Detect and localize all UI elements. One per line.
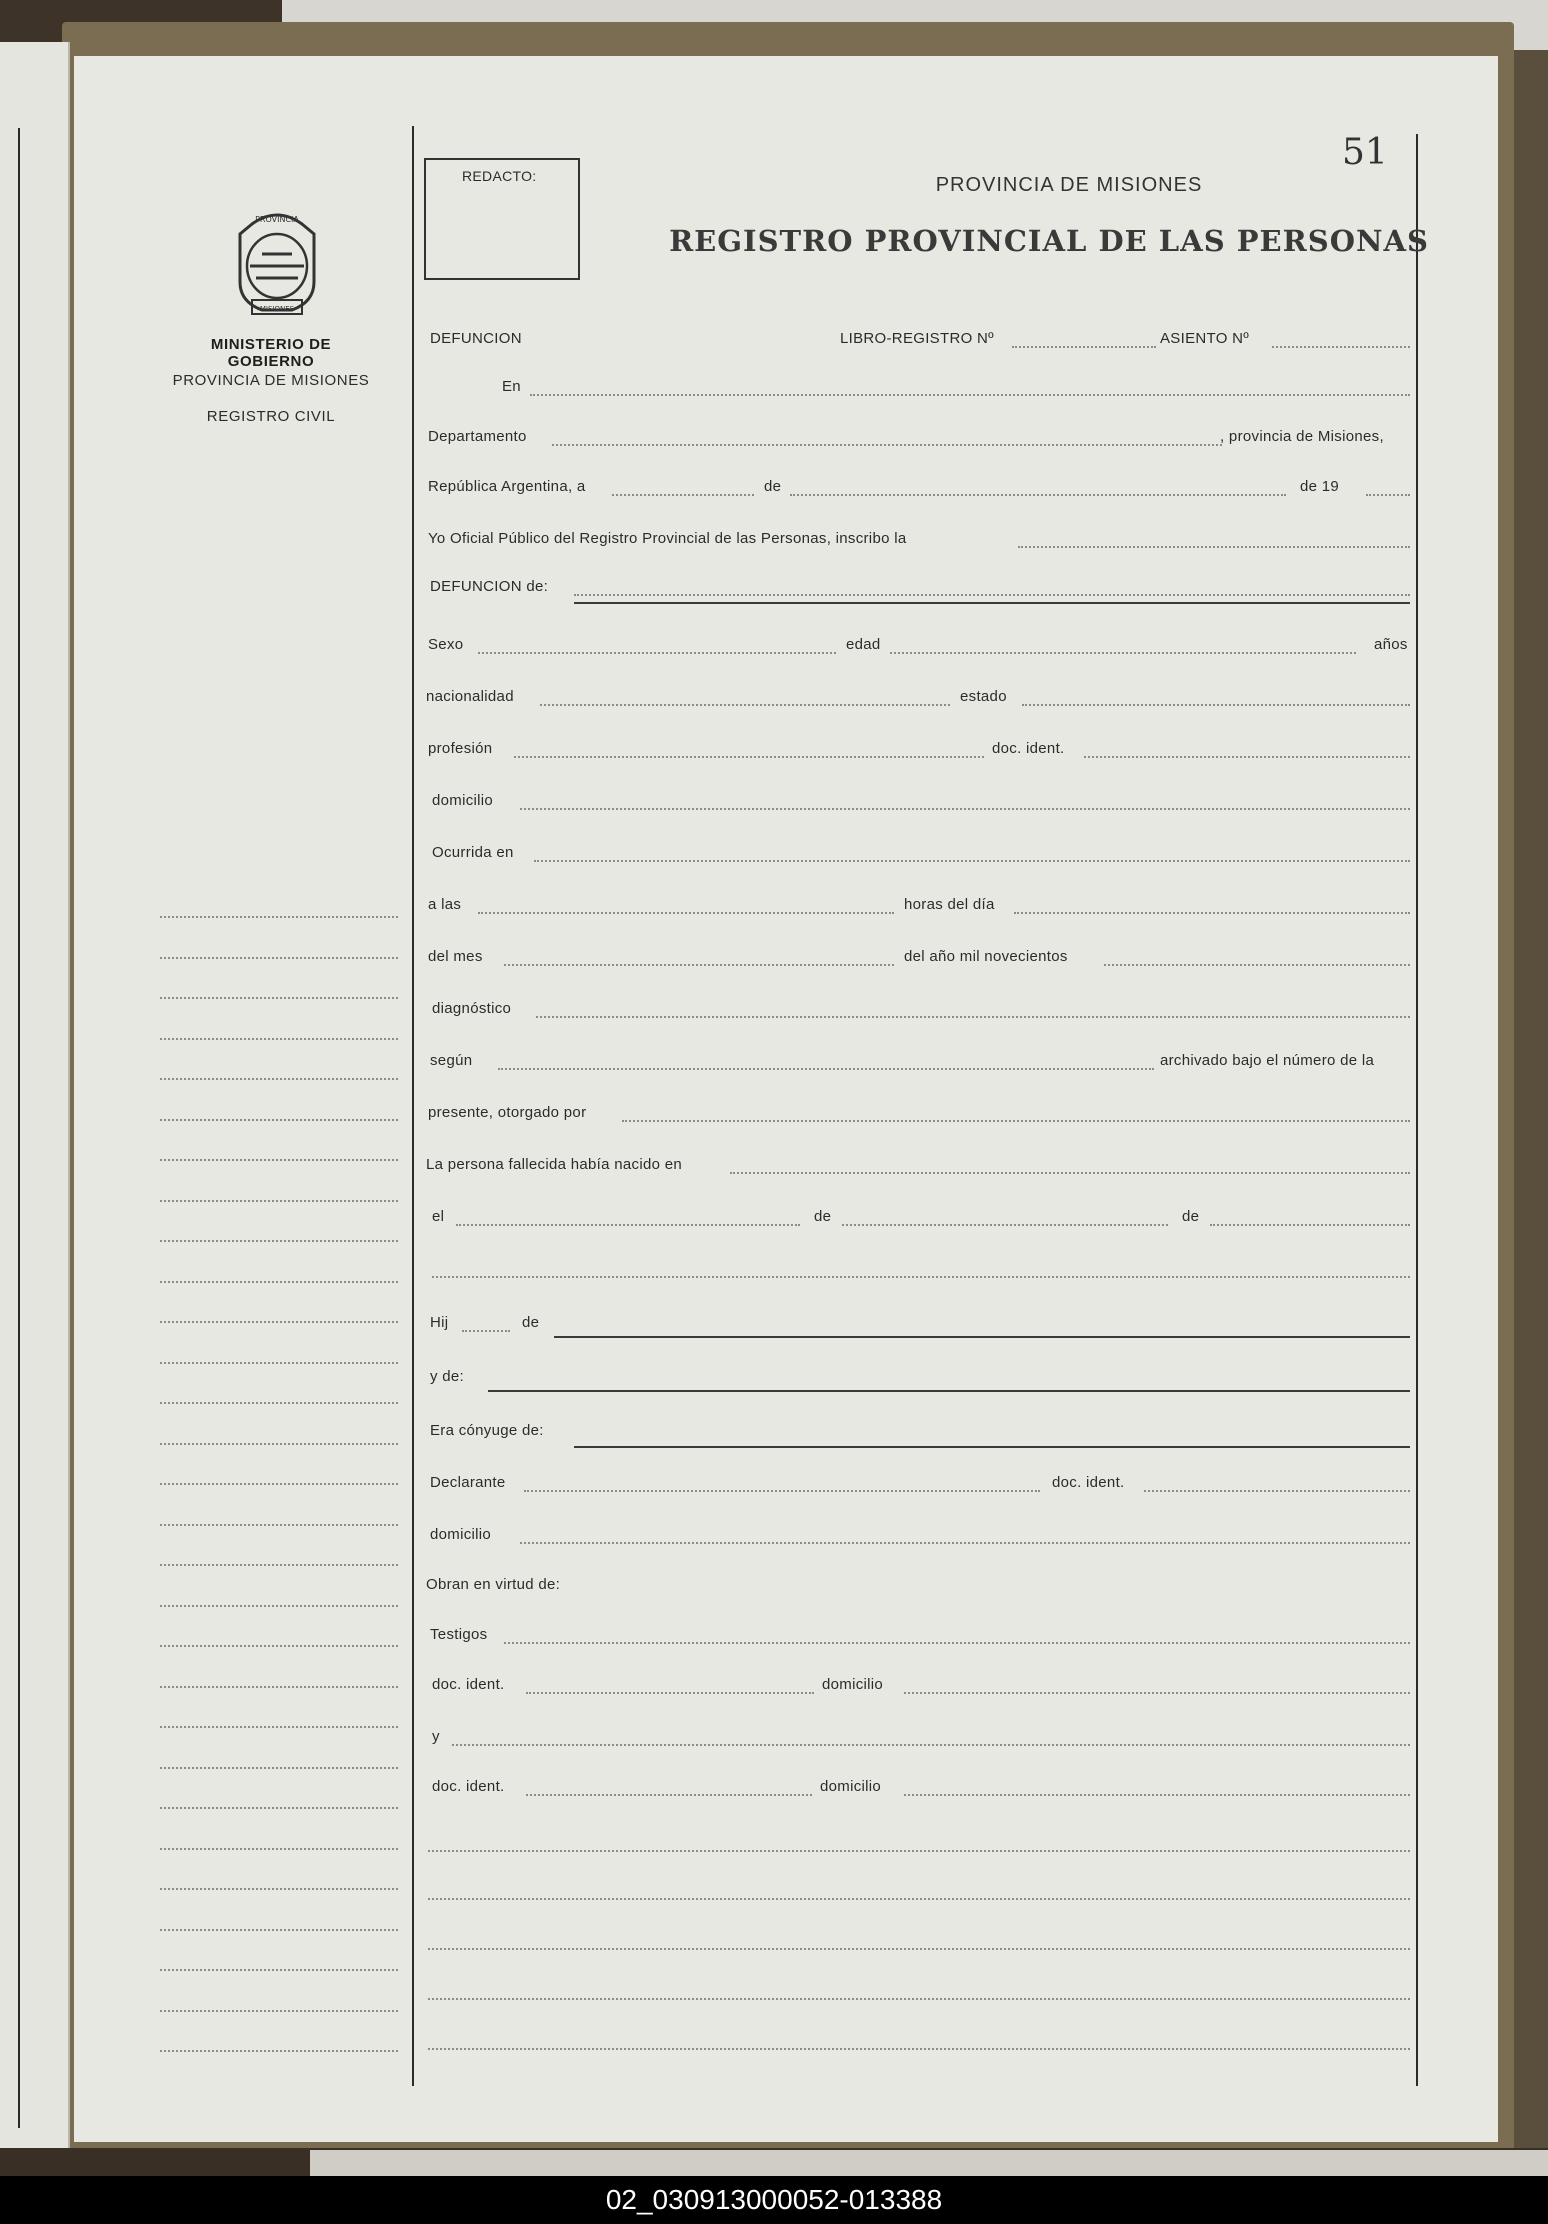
fill-in-line[interactable] (622, 1120, 1410, 1122)
form-label-nacido: La persona fallecida había nacido en (426, 1156, 682, 1173)
form-label-profesion: profesión (428, 740, 493, 757)
form-label-hij: Hij (430, 1314, 449, 1331)
margin-note-line[interactable] (160, 1888, 398, 1890)
margin-note-line[interactable] (160, 1240, 398, 1242)
fill-in-line[interactable] (1272, 346, 1410, 348)
form-label-nacionalidad: nacionalidad (426, 688, 514, 705)
form-label-provincia-de-misiones: , provincia de Misiones, (1220, 428, 1384, 445)
fill-in-line[interactable] (428, 2048, 1410, 2050)
margin-note-line[interactable] (160, 916, 398, 918)
form-label-el: el (432, 1208, 445, 1225)
form-label-libro: LIBRO-REGISTRO Nº (840, 330, 994, 347)
form-label-domicilio: domicilio (820, 1778, 882, 1795)
fill-in-line[interactable] (1022, 704, 1410, 706)
margin-note-line[interactable] (160, 1605, 398, 1607)
provincial-seal-icon (222, 204, 332, 324)
fill-in-line[interactable] (452, 1744, 1410, 1746)
form-label-y: y (432, 1728, 440, 1745)
fill-in-line[interactable] (428, 1948, 1410, 1950)
form-label-declarante: Declarante (430, 1474, 506, 1491)
fill-in-line[interactable] (520, 1542, 1410, 1544)
fill-in-line[interactable] (504, 1642, 1410, 1644)
form-label-y-de: y de: (430, 1368, 465, 1385)
margin-note-line[interactable] (160, 1200, 398, 1202)
registry-page (74, 56, 1498, 2142)
form-label-obran: Obran en virtud de: (426, 1576, 561, 1593)
margin-note-line[interactable] (160, 1767, 398, 1769)
margin-note-line[interactable] (160, 1443, 398, 1445)
margin-note-line[interactable] (160, 2050, 398, 2052)
fill-in-line[interactable] (478, 652, 836, 654)
form-label-domicilio: domicilio (432, 792, 494, 809)
page-right-rule (1416, 134, 1418, 2086)
margin-note-line[interactable] (160, 957, 398, 959)
fill-in-line[interactable] (904, 1692, 1410, 1694)
margin-note-line[interactable] (160, 1524, 398, 1526)
form-label-domicilio: domicilio (822, 1676, 884, 1693)
fill-in-line[interactable] (524, 1490, 1040, 1492)
fill-in-line[interactable] (612, 494, 754, 496)
fill-in-line[interactable] (890, 652, 1356, 654)
name-underline[interactable] (554, 1336, 1410, 1338)
name-underline[interactable] (574, 1446, 1410, 1448)
margin-note-line[interactable] (160, 2010, 398, 2012)
form-label-conyuge: Era cónyuge de: (430, 1422, 544, 1439)
form-label-asiento: ASIENTO Nº (1160, 330, 1250, 347)
province-header: PROVINCIA DE MISIONES (935, 174, 1203, 196)
fill-in-line[interactable] (552, 444, 1222, 446)
fill-in-line[interactable] (1012, 346, 1156, 348)
ministry-label: MINISTERIO DE GOBIERNO (210, 336, 332, 370)
fill-in-line[interactable] (462, 1330, 510, 1332)
previous-page-rule (18, 128, 20, 2128)
form-label-doc-ident: doc. ident. (992, 740, 1065, 757)
redacto-box (424, 158, 580, 280)
redacto-label: REDACTO: (462, 168, 537, 184)
fill-in-line[interactable] (520, 808, 1410, 810)
fill-in-line[interactable] (1144, 1490, 1410, 1492)
form-label-ocurrida-en: Ocurrida en (432, 844, 514, 861)
margin-note-line[interactable] (160, 1686, 398, 1688)
svg-text:PROVINCIA: PROVINCIA (255, 215, 299, 224)
fill-in-line[interactable] (842, 1224, 1168, 1226)
margin-note-line[interactable] (160, 997, 398, 999)
fill-in-line[interactable] (498, 1068, 1154, 1070)
margin-note-line[interactable] (160, 1645, 398, 1647)
margin-note-line[interactable] (160, 1321, 398, 1323)
margin-note-line[interactable] (160, 1078, 398, 1080)
margin-note-line[interactable] (160, 1483, 398, 1485)
form-label-a-las: a las (428, 896, 462, 913)
fill-in-line[interactable] (428, 1898, 1410, 1900)
left-province-label: PROVINCIA DE MISIONES (172, 372, 370, 389)
fill-in-line[interactable] (504, 964, 894, 966)
form-label-de: de (522, 1314, 540, 1331)
fill-in-line[interactable] (432, 1276, 1410, 1278)
page-left-rule (412, 126, 414, 2086)
form-label-doc-ident: doc. ident. (432, 1778, 505, 1795)
form-label-doc-ident: doc. ident. (1052, 1474, 1125, 1491)
form-label-presente: presente, otorgado por (428, 1104, 587, 1121)
form-label-del-ano: del año mil novecientos (904, 948, 1068, 965)
margin-note-line[interactable] (160, 1159, 398, 1161)
form-label-departamento: Departamento (428, 428, 527, 445)
previous-page-edge (0, 42, 70, 2152)
fill-in-line[interactable] (904, 1794, 1410, 1796)
margin-note-line[interactable] (160, 1848, 398, 1850)
margin-note-line[interactable] (160, 1362, 398, 1364)
fill-in-line[interactable] (730, 1172, 1410, 1174)
name-underline[interactable] (488, 1390, 1410, 1392)
name-underline[interactable] (574, 602, 1410, 604)
margin-note-line[interactable] (160, 1119, 398, 1121)
form-label-domicilio: domicilio (430, 1526, 492, 1543)
form-label-defuncion-de: DEFUNCION de: (430, 578, 549, 595)
margin-note-line[interactable] (160, 1726, 398, 1728)
form-label-horas-del-dia: horas del día (904, 896, 995, 913)
form-label-de: de (764, 478, 782, 495)
fill-in-line[interactable] (790, 494, 1286, 496)
fill-in-line[interactable] (526, 1794, 812, 1796)
registry-title: REGISTRO PROVINCIAL DE LAS PERSONAS (669, 224, 1429, 258)
fill-in-line[interactable] (1366, 494, 1410, 496)
form-label-estado: estado (960, 688, 1007, 705)
form-label-anos: años (1374, 636, 1408, 653)
fill-in-line[interactable] (428, 1850, 1410, 1852)
form-label-del-mes: del mes (428, 948, 483, 965)
margin-note-line[interactable] (160, 1929, 398, 1931)
form-label-republica: República Argentina, a (428, 478, 586, 495)
form-label-de19: de 19 (1300, 478, 1340, 495)
form-label-testigos: Testigos (430, 1626, 488, 1643)
fill-in-line[interactable] (1104, 964, 1410, 966)
fill-in-line[interactable] (1084, 756, 1410, 758)
form-label-de: de (1182, 1208, 1200, 1225)
svg-text:MISIONES: MISIONES (259, 305, 295, 313)
form-label-archivado: archivado bajo el número de la (1160, 1052, 1375, 1069)
fill-in-line[interactable] (514, 756, 984, 758)
form-label-yo: Yo Oficial Público del Registro Provincial de las Personas, inscribo la (428, 530, 907, 547)
fill-in-line[interactable] (456, 1224, 800, 1226)
registry-label: REGISTRO CIVIL (206, 408, 336, 425)
fill-in-line[interactable] (530, 394, 1410, 396)
form-label-segun: según (430, 1052, 473, 1069)
fill-in-line[interactable] (534, 860, 1410, 862)
form-label-edad: edad (846, 636, 881, 653)
fill-in-line[interactable] (478, 912, 894, 914)
fill-in-line[interactable] (574, 594, 1410, 596)
fill-in-line[interactable] (1014, 912, 1410, 914)
image-caption: 02_030913000052-013388 (0, 2176, 1548, 2224)
fill-in-line[interactable] (540, 704, 950, 706)
form-label-defuncion: DEFUNCION (430, 330, 522, 347)
margin-note-line[interactable] (160, 1038, 398, 1040)
fill-in-line[interactable] (526, 1692, 814, 1694)
form-label-doc-ident: doc. ident. (432, 1676, 505, 1693)
margin-note-line[interactable] (160, 1969, 398, 1971)
form-label-sexo: Sexo (428, 636, 464, 653)
fill-in-line[interactable] (536, 1016, 1410, 1018)
form-label-en: En (502, 378, 521, 395)
margin-note-line[interactable] (160, 1281, 398, 1283)
margin-note-line[interactable] (160, 1564, 398, 1566)
form-label-diagnostico: diagnóstico (432, 1000, 512, 1017)
fill-in-line[interactable] (1210, 1224, 1410, 1226)
fill-in-line[interactable] (1018, 546, 1410, 548)
fill-in-line[interactable] (428, 1998, 1410, 2000)
margin-note-line[interactable] (160, 1402, 398, 1404)
form-label-de: de (814, 1208, 832, 1225)
margin-note-line[interactable] (160, 1807, 398, 1809)
background-bottom-light (310, 2150, 1548, 2176)
page-number: 51 (1342, 132, 1388, 173)
